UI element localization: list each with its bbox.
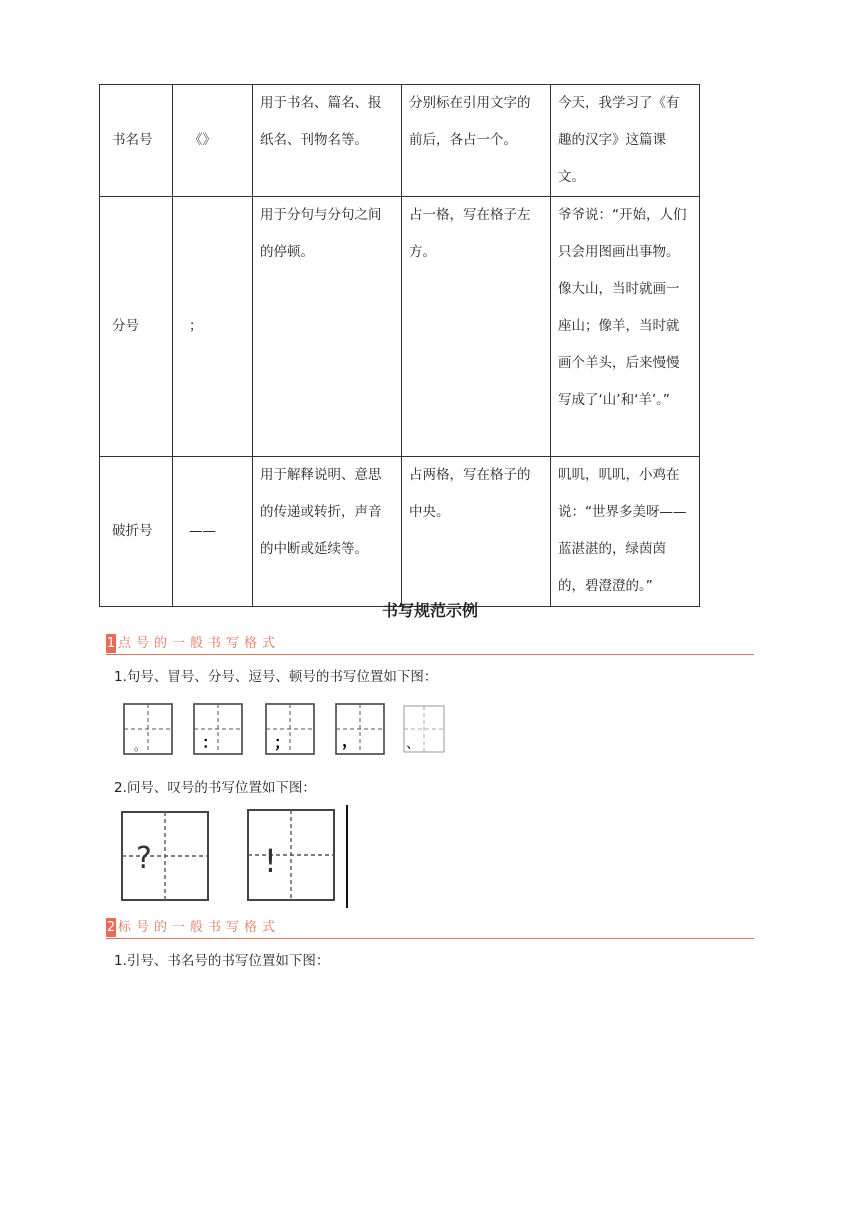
grid-mark: 。: [134, 739, 147, 753]
row-rule: 占一格，写在格子左方。: [402, 197, 551, 457]
row-rule: 分别标在引用文字的前后，各占一个。: [402, 85, 551, 197]
section-header-2: [106, 918, 754, 939]
row-usage: 用于书名、篇名、报纸名、刊物名等。: [253, 85, 402, 197]
instruction-line-3: 1.引号、书名号的书写位置如下图：: [114, 953, 330, 969]
row-symbol: 《》: [173, 85, 253, 197]
table-row: [100, 457, 700, 607]
row-name: 书名号: [100, 85, 173, 197]
section-number: 2: [106, 920, 116, 935]
instruction-line-1: 1.句号、冒号、分号、逗号、顿号的书写位置如下图：: [114, 669, 438, 685]
grid-mark: ?: [136, 841, 152, 876]
row-symbol: ；: [173, 197, 253, 457]
row-name: 分号: [100, 197, 173, 457]
section-header-1: [106, 634, 754, 655]
instruction-line-2: 2.问号、叹号的书写位置如下图：: [114, 780, 316, 796]
row-rule: 占两格，写在格子的中央。: [402, 457, 551, 607]
row-example: 爷爷说：“开始，人们只会用图画出事物。像大山，当时就画一座山；像羊，当时就画个羊头，后来慢慢写成了‘山’和‘羊’。”: [551, 197, 700, 457]
row-symbol: ——: [173, 457, 253, 607]
row-usage: 用于解释说明、意思的传递或转折，声音的中断或延续等。: [253, 457, 402, 607]
section-number: 1: [106, 636, 116, 651]
punctuation-grid-row-large: [118, 808, 338, 904]
row-usage: 用于分句与分句之间的停顿。: [253, 197, 402, 457]
row-example: 叽叽，叽叽，小鸡在说：“世界多美呀——蓝湛湛的，绿茵茵的，碧澄澄的。”: [551, 457, 700, 607]
grid-mark: ，: [342, 731, 359, 750]
table-row: [100, 197, 700, 457]
punctuation-grid-row-small: [120, 700, 450, 760]
section-label: 点号的一般书写格式: [118, 636, 281, 651]
table-row: [100, 85, 700, 197]
section-title: 书写规范示例: [381, 601, 478, 620]
grid-mark: 、: [406, 736, 420, 752]
grid-mark: ：: [202, 733, 219, 752]
vertical-bar: [346, 805, 348, 908]
punctuation-table: [99, 84, 700, 607]
row-name: 破折号: [100, 457, 173, 607]
grid-mark: !: [264, 842, 277, 880]
grid-mark: ；: [274, 733, 291, 752]
row-example: 今天，我学习了《有趣的汉字》这篇课文。: [551, 85, 700, 197]
section-label: 标号的一般书写格式: [118, 920, 281, 935]
